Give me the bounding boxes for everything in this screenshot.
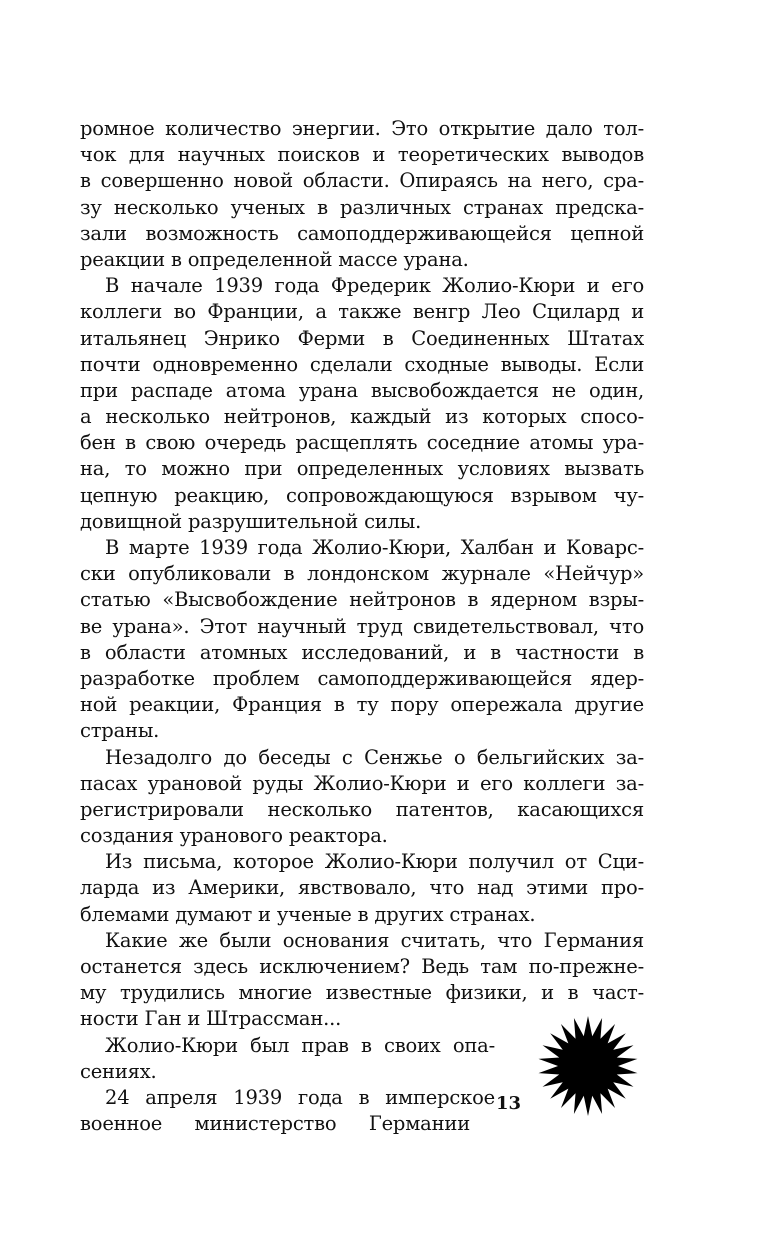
text-line: зали возможность самоподдерживающейся цепной — [80, 221, 644, 245]
text-line: ве урана». Этот научный труд свидетельствовал, что — [80, 614, 644, 638]
text-line: почти одновременно сделали сходные выводы. Если — [80, 352, 644, 376]
text-line: реакции в определенной массе урана. — [80, 247, 469, 271]
starburst-icon — [536, 1014, 640, 1118]
paragraph-start-line: Из письма, которое Жолио-Кюри получил от Сци- — [105, 850, 644, 874]
text-line: блемами думают и ученые в других странах. — [80, 902, 536, 926]
text-line: бен в свою очередь расщеплять соседние атомы ура- — [80, 431, 644, 455]
text-line: му трудились многие известные физики, и в част- — [80, 981, 644, 1005]
text-line: разработке проблем самоподдерживающейся ядер- — [80, 666, 644, 690]
paragraph-start-line: В марте 1939 года Жолио-Кюри, Халбан и Коварс- — [105, 536, 644, 559]
text-line: создания уранового реактора. — [80, 824, 388, 848]
paragraph-start-line: Жолио-Кюри был прав в своих опа- — [105, 1033, 495, 1057]
text-line: чок для научных поисков и теоретических выводов — [80, 143, 644, 167]
text-line: довищной разрушительной силы. — [80, 509, 422, 533]
text-line: в области атомных исследований, и в частности в — [80, 640, 644, 664]
paragraph-start-line: Какие же были основания считать, что Германия — [105, 928, 644, 952]
text-line: останется здесь исключением? Ведь там по-прежне- — [80, 955, 644, 978]
page-number: 13 — [496, 1093, 522, 1114]
text-line: военное министерство Германии — [80, 1112, 470, 1136]
paragraph-start-line: 24 апреля 1939 года в имперское — [105, 1085, 495, 1109]
text-line: ромное количество энергии. Это открытие дало тол- — [80, 117, 644, 140]
text-line: а несколько нейтронов, каждый из которых спосо- — [80, 405, 644, 429]
text-line: страны. — [80, 719, 160, 743]
text-line: зу несколько ученых в различных странах предска- — [80, 195, 644, 219]
body-text — [80, 116, 644, 1137]
text-line: ности Ган и Штрассман... — [80, 1007, 342, 1031]
text-line: пасах урановой руды Жолио-Кюри и его коллеги за- — [80, 771, 644, 795]
text-line: статью «Высвобождение нейтронов в ядерном взры- — [80, 588, 644, 612]
text-line: в совершенно новой области. Опираясь на него, сра- — [80, 169, 644, 193]
text-line: регистрировали несколько патентов, касающихся — [80, 797, 644, 821]
paragraph-start-line: Незадолго до беседы с Сенжье о бельгийских за- — [105, 745, 644, 769]
text-line: ной реакции, Франция в ту пору опережала другие — [80, 693, 644, 717]
text-line: на, то можно при определенных условиях вызвать — [80, 457, 644, 481]
text-line: коллеги во Франции, а также венгр Лео Сцилард и — [80, 300, 644, 324]
text-line: при распаде атома урана высвобождается не один, — [80, 378, 644, 402]
paragraph-start-line: В начале 1939 года Фредерик Жолио-Кюри и его — [105, 274, 644, 298]
text-line: ларда из Америки, явствовало, что над этими про- — [80, 876, 644, 900]
text-line: ски опубликовали в лондонском журнале «Нейчур» — [80, 562, 644, 586]
text-line: сениях. — [80, 1059, 157, 1083]
text-line: цепную реакцию, сопровождающуюся взрывом чу- — [80, 483, 644, 507]
text-line: итальянец Энрико Ферми в Соединенных Штатах — [80, 326, 644, 350]
